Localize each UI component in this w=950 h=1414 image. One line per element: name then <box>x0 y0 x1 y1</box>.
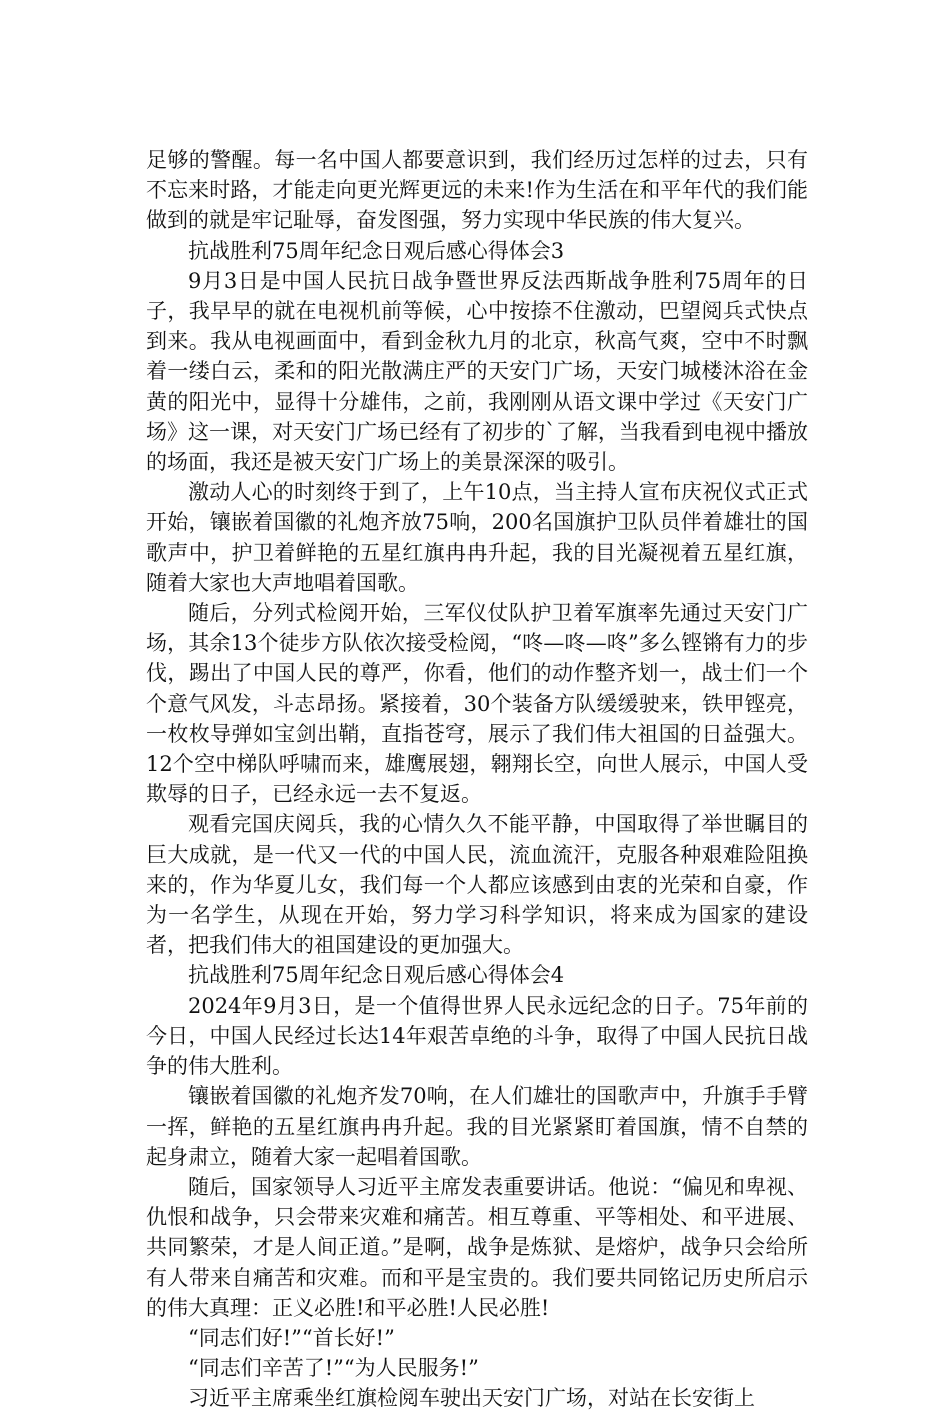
dialogue-line: “同志们好!”“首长好!” <box>188 1325 395 1350</box>
document-page <box>146 145 808 1414</box>
paragraph: 2024年9月3日，是一个值得世界人民永远纪念的日子。75年前的今日，中国人民经过长达14年艰苦卓绝的斗争，取得了中国人民抗日战争的伟大胜利。 <box>146 993 808 1079</box>
section-heading-4: 抗战胜利75周年纪念日观后感心得体会4 <box>188 963 565 988</box>
paragraph: 观看完国庆阅兵，我的心情久久不能平静，中国取得了举世瞩目的巨大成就，是一代又一代的中国人民，流血流汗，克服各种艰难险阻换来的，作为华夏儿女，我们每一个人都应该感到由衷的光荣和自豪，作为一名学生，从现在开始，努力学习科学知识，将来成为国家的建设者，把我们伟大的祖国建设的更加强大。 <box>146 812 808 958</box>
paragraph: 习近平主席乘坐红旗检阅车驶出天安门广场，对站在长安街上 <box>188 1386 755 1411</box>
dialogue-line: “同志们辛苦了!”“为人民服务!” <box>188 1356 479 1381</box>
paragraph: 9月3日是中国人民抗日战争暨世界反法西斯战争胜利75周年的日子，我早早的就在电视机前等候，心中按捺不住激动，巴望阅兵式快点到来。我从电视画面中，看到金秋九月的北京，秋高气爽，空中不时飘着一缕白云，柔和的阳光散满庄严的天安门广场，天安门城楼沐浴在金黄的阳光中，显得十分雄伟，之前，我刚刚从语文课中学过《天安门广场》这一课，对天安门广场已经有了初步的`了解，当我看到电视中播放的场面，我还是被天安门广场上的美景深深的吸引。 <box>146 268 808 475</box>
paragraph: 随后，国家领导人习近平主席发表重要讲话。他说：“偏见和卑视、仇恨和战争，只会带来灾难和痛苦。相互尊重、平等相处、和平进展、共同繁荣，才是人间正道。”是啊，战争是炼狱、是熔炉，战争只会给所有人带来自痛苦和灾难。而和平是宝贵的。我们要共同铭记历史所启示的伟大真理：正义必胜!和平必胜!人民必胜! <box>146 1174 808 1320</box>
paragraph: 激动人心的时刻终于到了，上午10点，当主持人宣布庆祝仪式正式开始，镶嵌着国徽的礼炮齐放75响，200名国旗护卫队员伴着雄壮的国歌声中，护卫着鲜艳的五星红旗冉冉升起，我的目光凝视着五星红旗，随着大家也大声地唱着国歌。 <box>146 480 808 595</box>
paragraph-intro-continuation: 足够的警醒。每一名中国人都要意识到，我们经历过怎样的过去，只有不忘来时路，才能走向更光辉更远的未来!作为生活在和平年代的我们能做到的就是牢记耻辱，奋发图强，努力实现中华民族的伟大复兴。 <box>146 148 808 233</box>
paragraph: 随后，分列式检阅开始，三军仪仗队护卫着军旗率先通过天安门广场，其余13个徒步方队依次接受检阅，“咚—咚—咚”多么铿锵有力的步伐，踢出了中国人民的尊严，你看，他们的动作整齐划一，战士们一个个意气风发，斗志昂扬。紧接着，30个装备方队缓缓驶来，铁甲铿亮，一枚枚导弹如宝剑出鞘，直指苍穹，展示了我们伟大祖国的日益强大。12个空中梯队呼啸而来，雄鹰展翅，翱翔长空，向世人展示，中国人受欺辱的日子，已经永远一去不复返。 <box>146 601 808 807</box>
section-heading-3: 抗战胜利75周年纪念日观后感心得体会3 <box>188 238 565 263</box>
paragraph: 镶嵌着国徽的礼炮齐发70响，在人们雄壮的国歌声中，升旗手手臂一挥，鲜艳的五星红旗冉冉升起。我的目光紧紧盯着国旗，情不自禁的起身肃立，随着大家一起唱着国歌。 <box>146 1084 808 1169</box>
